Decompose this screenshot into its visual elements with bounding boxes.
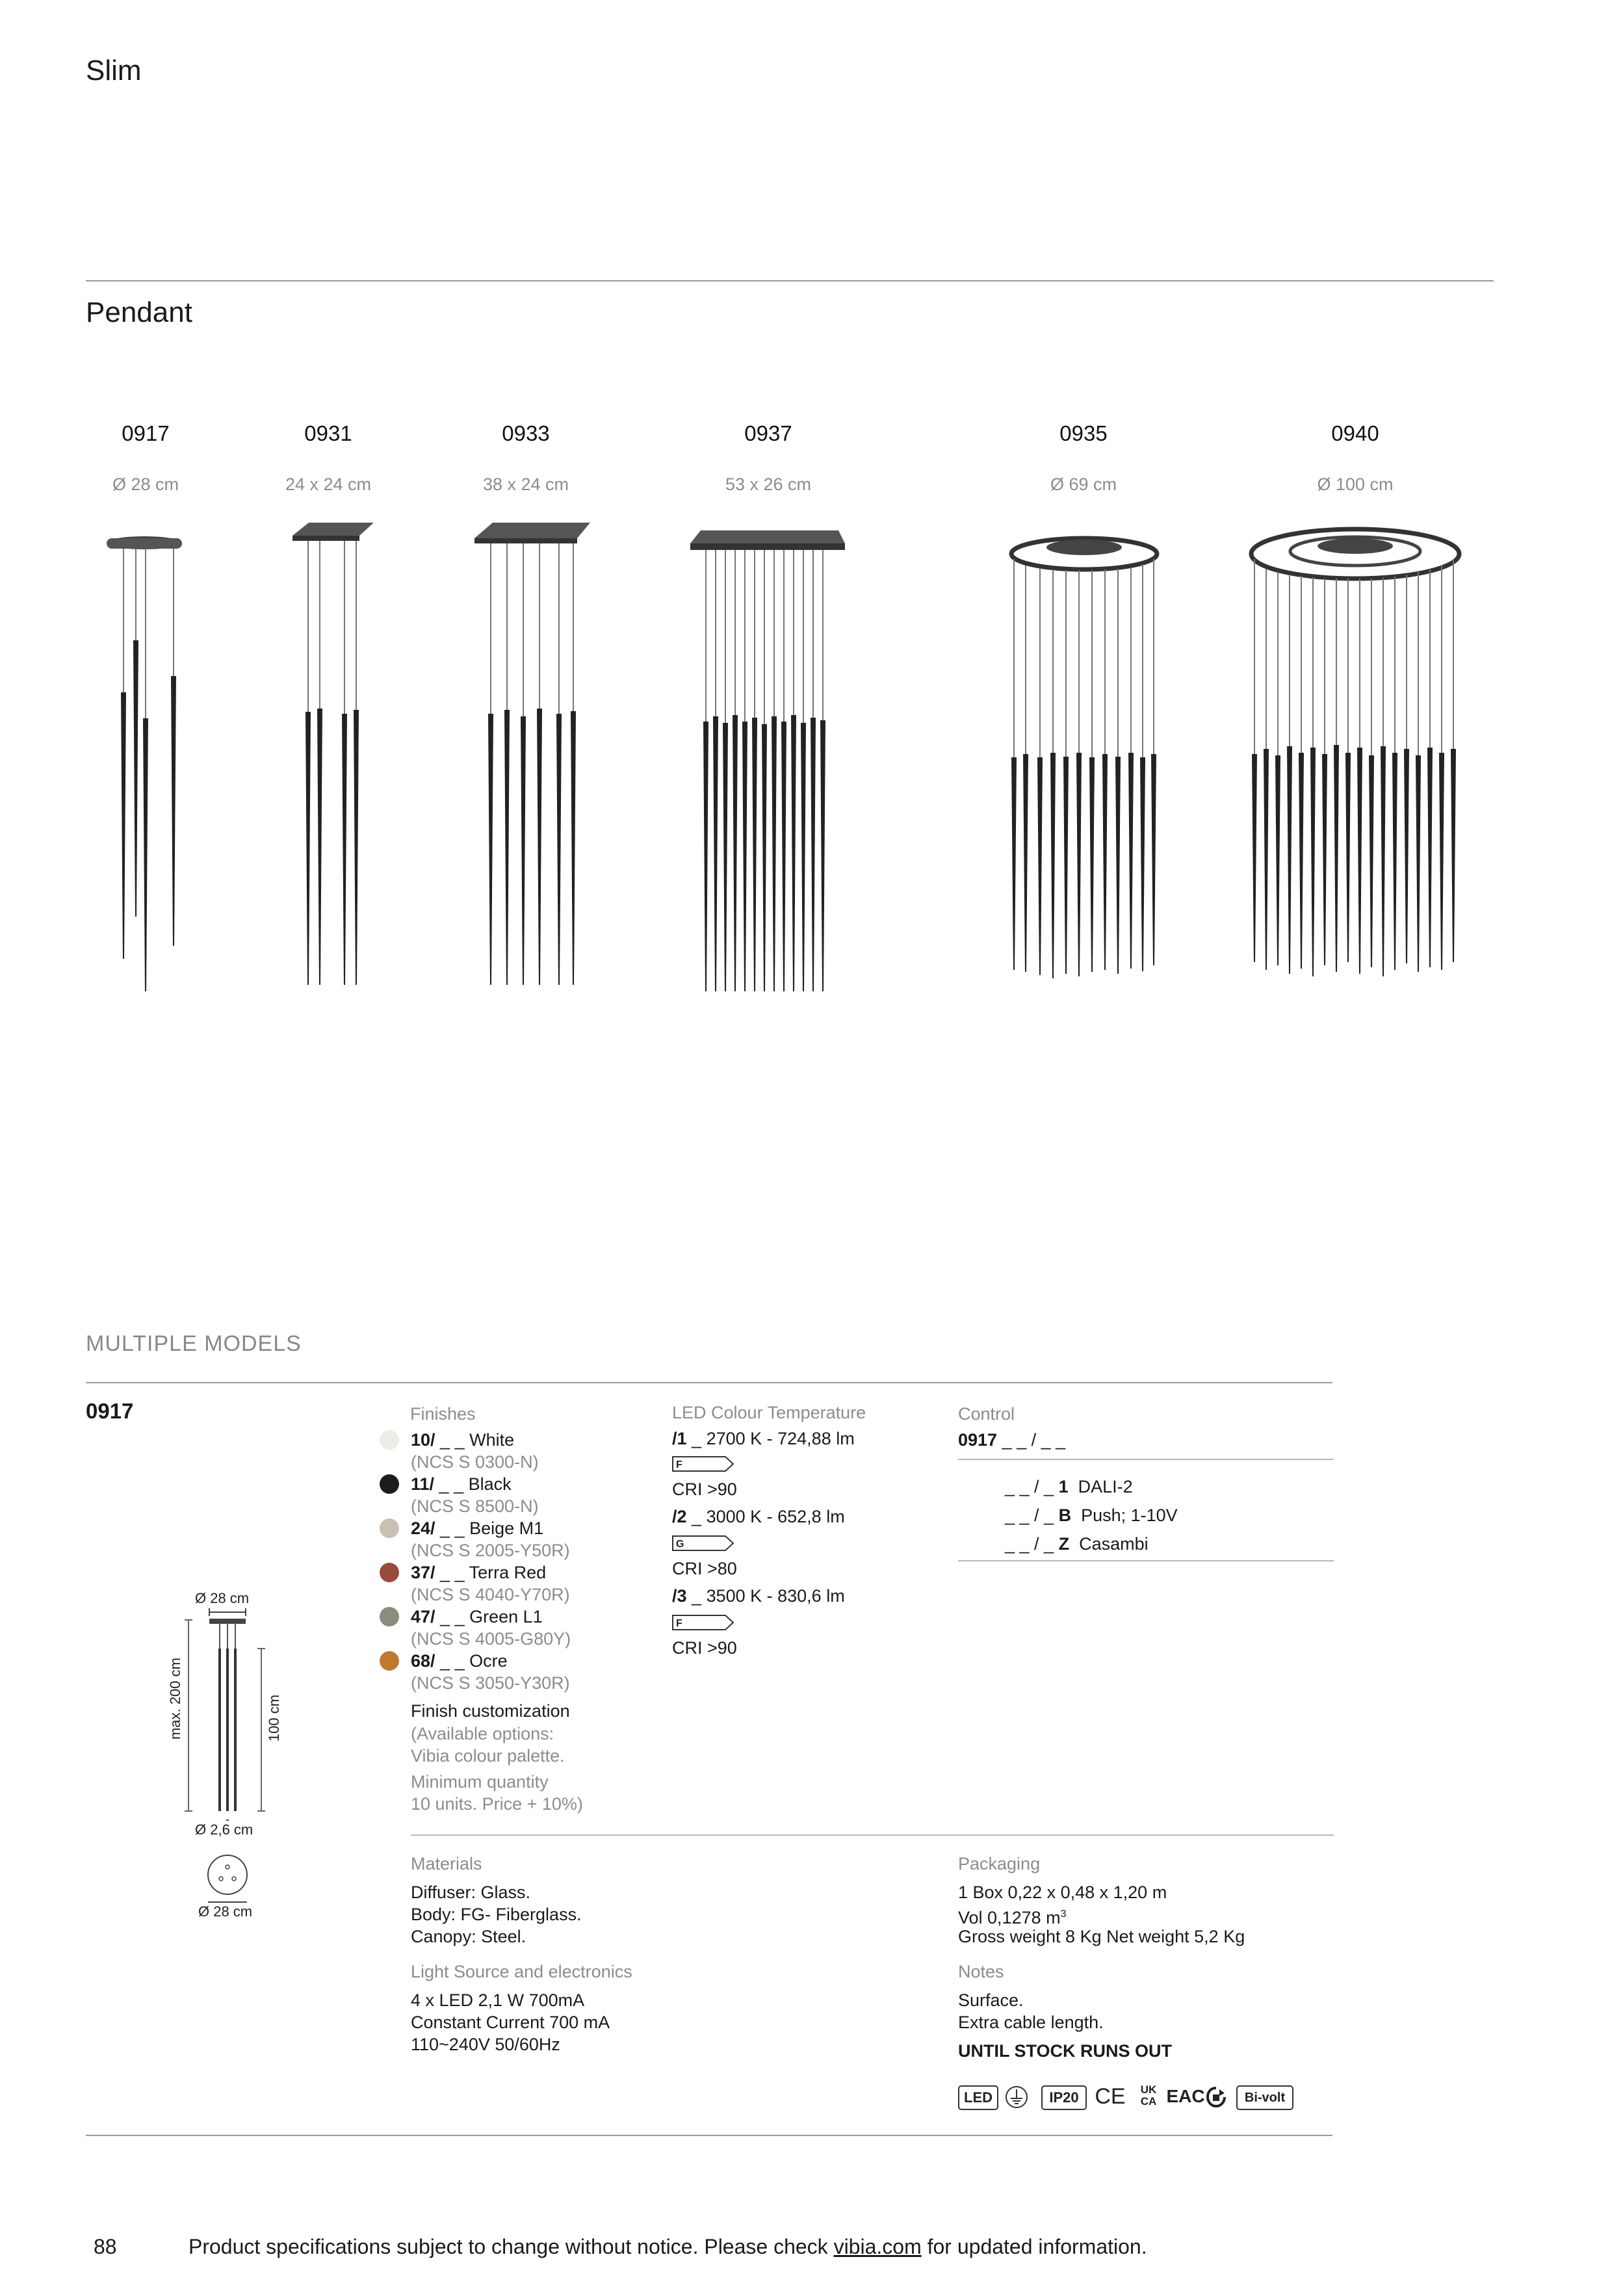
control-option-push <box>1005 1504 1178 1526</box>
finish-ncs: (NCS S 2005-Y50R) <box>411 1541 570 1560</box>
diagram-tube-diameter: Ø 2,6 cm <box>195 1821 253 1838</box>
materials-label: Materials <box>411 1854 482 1873</box>
spec-model-code: 0917 <box>86 1399 134 1423</box>
energy-class-icon <box>672 1456 734 1472</box>
notes-line: Extra cable length. <box>958 2013 1104 2032</box>
light-source-line: Constant Current 700 mA <box>411 2013 610 2032</box>
ukca-mark-icon <box>1136 2084 1161 2109</box>
led-option-code: /2 <box>672 1507 687 1526</box>
finish-suffix: _ _ <box>435 1607 470 1626</box>
light-source-label: Light Source and electronics <box>411 1962 632 1981</box>
diagram-base-diameter: Ø 28 cm <box>198 1903 253 1920</box>
model-code-0935: 0935 <box>1059 421 1108 445</box>
led-option-text: 3500 K - 830,6 lm <box>706 1586 845 1606</box>
materials-line: Body: FG- Fiberglass. <box>411 1905 582 1924</box>
lamp-0933-image <box>474 523 590 985</box>
finish-name: Ocre <box>469 1651 508 1671</box>
finish-swatch-terra-red <box>380 1563 399 1582</box>
model-dimension-0931: 24 x 24 cm <box>285 475 372 494</box>
finish-code: 68/ <box>411 1651 435 1671</box>
packaging-volume-text: Vol 0,1278 m <box>958 1908 1061 1927</box>
control-code-suffix: _ _ / _ _ <box>997 1430 1066 1450</box>
finish-swatch-black <box>380 1474 399 1494</box>
model-code-0917: 0917 <box>122 421 170 445</box>
control-option-dali <box>1005 1476 1133 1498</box>
diagram-max-length: max. 200 cm <box>167 1658 183 1740</box>
control-label: Control <box>958 1404 1015 1424</box>
finish-code: 10/ <box>411 1430 435 1450</box>
spec-bottom-divider <box>86 2135 1332 2136</box>
product-illustrations <box>0 507 1623 1014</box>
control-option-name: Casambi <box>1079 1534 1149 1554</box>
finish-customization-title: Finish customization <box>411 1701 570 1721</box>
control-divider <box>958 1459 1334 1460</box>
led-option <box>672 1428 855 1450</box>
finish-swatch-green <box>380 1607 399 1626</box>
model-code-0937: 0937 <box>744 421 792 445</box>
finishes-label: Finishes <box>410 1404 476 1424</box>
energy-class-icon <box>672 1535 734 1551</box>
energy-class-icon <box>672 1615 734 1630</box>
finish-ncs: (NCS S 3050-Y30R) <box>411 1673 570 1693</box>
footer-link[interactable]: vibia.com <box>833 2235 922 2258</box>
led-option-sep: _ <box>686 1429 707 1448</box>
energy-class-letter: F <box>676 1459 682 1470</box>
finish-name: Beige M1 <box>469 1519 544 1538</box>
control-option-prefix: _ _ / _ <box>1005 1534 1059 1554</box>
finish-name: Black <box>468 1474 512 1494</box>
lamp-0917-image <box>107 536 182 991</box>
model-dimension-0937: 53 x 26 cm <box>725 475 812 494</box>
control-option-code: 1 <box>1058 1477 1069 1496</box>
control-code <box>958 1429 1065 1451</box>
model-code-0933: 0933 <box>502 421 550 445</box>
notes-label: Notes <box>958 1962 1004 1981</box>
model-code-0931: 0931 <box>304 421 352 445</box>
finish-swatch-beige <box>380 1519 399 1538</box>
packaging-weight: Gross weight 8 Kg Net weight 5,2 Kg <box>958 1927 1245 1946</box>
multiple-models-title: MULTIPLE MODELS <box>86 1331 302 1356</box>
ip20-cert-icon: IP20 <box>1041 2085 1087 2110</box>
packaging-box: 1 Box 0,22 x 0,48 x 1,20 m <box>958 1883 1167 1902</box>
packaging-label: Packaging <box>958 1854 1041 1873</box>
light-source-line: 110~240V 50/60Hz <box>411 2035 560 2054</box>
model-dimension-0940: Ø 100 cm <box>1317 475 1394 494</box>
finish-code: 37/ <box>411 1563 435 1582</box>
materials-divider <box>411 1834 1334 1836</box>
finish-ncs: (NCS S 4005-G80Y) <box>411 1629 571 1649</box>
finish-ncs: (NCS S 8500-N) <box>411 1496 539 1516</box>
control-option-name: DALI-2 <box>1078 1477 1133 1496</box>
finish-code: 24/ <box>411 1519 435 1538</box>
finish-swatch-ocre <box>380 1651 399 1671</box>
led-cri: CRI >90 <box>672 1480 737 1499</box>
finish-suffix: _ _ <box>434 1474 469 1494</box>
footer-note <box>188 2235 1147 2259</box>
control-divider-bottom <box>958 1560 1334 1561</box>
document-title: Slim <box>86 55 142 86</box>
led-option-text: 2700 K - 724,88 lm <box>706 1429 855 1448</box>
energy-class-letter: F <box>676 1618 682 1629</box>
lamp-0937-image <box>690 530 845 991</box>
energy-class-letter: G <box>676 1539 684 1550</box>
light-source-line: 4 x LED 2,1 W 700mA <box>411 1990 585 2010</box>
lamp-0940-image <box>1251 529 1459 976</box>
ce-mark-icon: CE <box>1095 2083 1126 2109</box>
diagram-length: 100 cm <box>266 1694 282 1742</box>
bi-volt-cert-icon: Bi-volt <box>1236 2085 1293 2110</box>
model-dimension-0935: Ø 69 cm <box>1050 475 1117 494</box>
control-option-code: Z <box>1058 1534 1070 1554</box>
notes-line: Surface. <box>958 1990 1024 2010</box>
led-option-code: /3 <box>672 1586 687 1606</box>
page-number: 88 <box>94 2235 117 2258</box>
model-code-0940: 0940 <box>1331 421 1379 445</box>
multiple-models-divider <box>86 1382 1332 1383</box>
led-cri: CRI >90 <box>672 1638 737 1658</box>
led-temperature-label: LED Colour Temperature <box>672 1403 866 1422</box>
diagram-top-diameter: Ø 28 cm <box>195 1590 250 1606</box>
led-cert-icon: LED <box>958 2085 998 2110</box>
finish-suffix: _ _ <box>435 1519 470 1538</box>
finish-code: 47/ <box>411 1607 435 1626</box>
dimension-diagram <box>162 1586 292 1924</box>
led-option-sep: _ <box>686 1586 707 1606</box>
weee-recycle-icon <box>1206 2087 1226 2107</box>
led-option-text: 3000 K - 652,8 lm <box>706 1507 845 1526</box>
finish-swatch-white <box>380 1430 399 1450</box>
control-option-prefix: _ _ / _ <box>1005 1477 1059 1496</box>
header-divider <box>86 280 1494 281</box>
control-option-casambi <box>1005 1533 1149 1555</box>
control-option-code: B <box>1058 1506 1072 1525</box>
finish-name: White <box>469 1430 515 1450</box>
control-code-prefix: 0917 <box>958 1430 998 1450</box>
finish-name: Green L1 <box>469 1607 543 1626</box>
finish-suffix: _ _ <box>435 1651 470 1671</box>
materials-line: Diffuser: Glass. <box>411 1883 531 1902</box>
led-option-sep: _ <box>686 1507 707 1526</box>
finish-name: Terra Red <box>469 1563 547 1582</box>
led-option <box>672 1506 845 1528</box>
ground-symbol-icon <box>1005 2085 1028 2109</box>
lamp-0931-image <box>292 523 374 985</box>
control-option-name: Push; 1-10V <box>1081 1506 1178 1525</box>
finish-suffix: _ _ <box>435 1563 469 1582</box>
led-option <box>672 1585 845 1607</box>
section-title: Pendant <box>86 296 192 328</box>
ukca-top: UK <box>1140 2083 1157 2096</box>
packaging-volume-unit: 3 <box>1060 1909 1067 1920</box>
finish-code: 11/ <box>411 1474 435 1494</box>
materials-line: Canopy: Steel. <box>411 1927 526 1946</box>
led-option-code: /1 <box>672 1429 687 1448</box>
finish-ncs: (NCS S 4040-Y70R) <box>411 1585 570 1604</box>
finish-customization-line: (Available options: <box>411 1724 554 1743</box>
finish-customization-line: 10 units. Price + 10%) <box>411 1794 583 1814</box>
control-option-prefix: _ _ / _ <box>1005 1506 1059 1525</box>
model-dimension-0917: Ø 28 cm <box>112 475 179 494</box>
notes-stock: UNTIL STOCK RUNS OUT <box>958 2041 1173 2061</box>
ukca-bottom: CA <box>1140 2095 1157 2107</box>
finish-suffix: _ _ <box>435 1430 470 1450</box>
eac-mark-icon: EAC <box>1166 2086 1205 2106</box>
finish-ncs: (NCS S 0300-N) <box>411 1452 539 1472</box>
led-cri: CRI >80 <box>672 1559 737 1578</box>
finish-customization-line: Vibia colour palette. <box>411 1746 565 1766</box>
footer-text: Product specifications subject to change without notice. Please check <box>188 2235 834 2258</box>
finish-customization-line: Minimum quantity <box>411 1772 549 1792</box>
footer-text-end: for updated information. <box>921 2235 1147 2258</box>
lamp-0935-image <box>1011 538 1157 978</box>
model-dimension-0933: 38 x 24 cm <box>482 475 569 494</box>
